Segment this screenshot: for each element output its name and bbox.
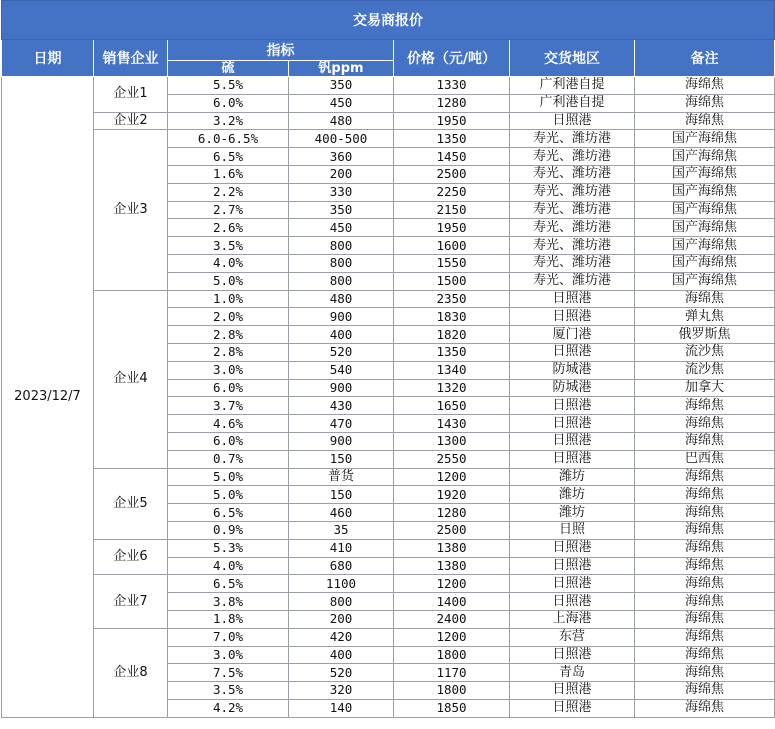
price-cell: 2350 <box>394 290 510 308</box>
vanadium-cell: 320 <box>289 682 394 700</box>
vanadium-cell: 430 <box>289 397 394 415</box>
sulfur-cell: 2.8% <box>168 326 289 344</box>
header-remark: 备注 <box>635 40 775 77</box>
region-cell: 寿光、潍坊港 <box>510 237 635 255</box>
sulfur-cell: 7.0% <box>168 628 289 646</box>
sulfur-cell: 5.0% <box>168 486 289 504</box>
region-cell: 青岛 <box>510 664 635 682</box>
vanadium-cell: 900 <box>289 308 394 326</box>
remark-cell: 海绵焦 <box>635 94 775 112</box>
price-cell: 1330 <box>394 77 510 95</box>
region-cell: 寿光、潍坊港 <box>510 165 635 183</box>
sulfur-cell: 3.5% <box>168 237 289 255</box>
sulfur-cell: 6.5% <box>168 148 289 166</box>
remark-cell: 海绵焦 <box>635 610 775 628</box>
table-row <box>2 628 775 646</box>
region-cell: 日照港 <box>510 557 635 575</box>
table-row <box>2 130 775 148</box>
sulfur-cell: 6.0% <box>168 379 289 397</box>
vanadium-cell: 460 <box>289 504 394 522</box>
remark-cell: 海绵焦 <box>635 628 775 646</box>
vanadium-cell: 450 <box>289 219 394 237</box>
remark-cell: 国产海绵焦 <box>635 219 775 237</box>
vanadium-cell: 350 <box>289 201 394 219</box>
remark-cell: 国产海绵焦 <box>635 130 775 148</box>
price-cell: 1950 <box>394 219 510 237</box>
region-cell: 潍坊 <box>510 504 635 522</box>
company-cell: 企业1 <box>94 77 168 113</box>
sulfur-cell: 1.0% <box>168 290 289 308</box>
region-cell: 日照港 <box>510 575 635 593</box>
sulfur-cell: 1.6% <box>168 165 289 183</box>
header-vanadium: 钒ppm <box>289 61 394 77</box>
region-cell: 寿光、潍坊港 <box>510 201 635 219</box>
region-cell: 上海港 <box>510 610 635 628</box>
remark-cell: 海绵焦 <box>635 77 775 95</box>
price-cell: 1400 <box>394 593 510 611</box>
region-cell: 广利港自提 <box>510 94 635 112</box>
remark-cell: 国产海绵焦 <box>635 165 775 183</box>
remark-cell: 海绵焦 <box>635 646 775 664</box>
vanadium-cell: 480 <box>289 112 394 130</box>
sulfur-cell: 3.2% <box>168 112 289 130</box>
region-cell: 日照 <box>510 521 635 539</box>
company-cell: 企业5 <box>94 468 168 539</box>
region-cell: 日照港 <box>510 450 635 468</box>
remark-cell: 国产海绵焦 <box>635 272 775 290</box>
sulfur-cell: 5.0% <box>168 468 289 486</box>
vanadium-cell: 普货 <box>289 468 394 486</box>
remark-cell: 加拿大 <box>635 379 775 397</box>
vanadium-cell: 35 <box>289 521 394 539</box>
sulfur-cell: 0.7% <box>168 450 289 468</box>
remark-cell: 海绵焦 <box>635 290 775 308</box>
table-row <box>2 468 775 486</box>
region-cell: 防城港 <box>510 361 635 379</box>
company-cell: 企业6 <box>94 539 168 575</box>
company-cell: 企业3 <box>94 130 168 290</box>
price-cell: 1820 <box>394 326 510 344</box>
company-cell: 企业2 <box>94 112 168 130</box>
vanadium-cell: 520 <box>289 664 394 682</box>
region-cell: 寿光、潍坊港 <box>510 183 635 201</box>
price-cell: 1350 <box>394 343 510 361</box>
sulfur-cell: 6.5% <box>168 575 289 593</box>
price-cell: 1300 <box>394 432 510 450</box>
sulfur-cell: 2.7% <box>168 201 289 219</box>
remark-cell: 海绵焦 <box>635 593 775 611</box>
remark-cell: 海绵焦 <box>635 112 775 130</box>
vanadium-cell: 800 <box>289 254 394 272</box>
vanadium-cell: 400 <box>289 326 394 344</box>
company-cell: 企业8 <box>94 628 168 717</box>
region-cell: 寿光、潍坊港 <box>510 130 635 148</box>
sulfur-cell: 4.0% <box>168 557 289 575</box>
region-cell: 寿光、潍坊港 <box>510 219 635 237</box>
region-cell: 潍坊 <box>510 486 635 504</box>
vanadium-cell: 350 <box>289 77 394 95</box>
price-cell: 1800 <box>394 682 510 700</box>
price-cell: 1800 <box>394 646 510 664</box>
region-cell: 日照港 <box>510 699 635 717</box>
company-cell: 企业4 <box>94 290 168 468</box>
remark-cell: 海绵焦 <box>635 415 775 433</box>
sulfur-cell: 2.0% <box>168 308 289 326</box>
remark-cell: 海绵焦 <box>635 486 775 504</box>
remark-cell: 弹丸焦 <box>635 308 775 326</box>
sulfur-cell: 4.0% <box>168 254 289 272</box>
price-cell: 1430 <box>394 415 510 433</box>
remark-cell: 海绵焦 <box>635 664 775 682</box>
sulfur-cell: 2.8% <box>168 343 289 361</box>
remark-cell: 流沙焦 <box>635 343 775 361</box>
table-row <box>2 290 775 308</box>
remark-cell: 巴西焦 <box>635 450 775 468</box>
region-cell: 日照港 <box>510 593 635 611</box>
price-cell: 1200 <box>394 468 510 486</box>
region-cell: 潍坊 <box>510 468 635 486</box>
sulfur-cell: 2.6% <box>168 219 289 237</box>
header-region: 交货地区 <box>510 40 635 77</box>
sulfur-cell: 4.2% <box>168 699 289 717</box>
price-cell: 1340 <box>394 361 510 379</box>
header-sulfur: 硫 <box>168 61 289 77</box>
quote-table <box>1 0 775 718</box>
price-cell: 1320 <box>394 379 510 397</box>
remark-cell: 国产海绵焦 <box>635 201 775 219</box>
vanadium-cell: 400-500 <box>289 130 394 148</box>
remark-cell: 俄罗斯焦 <box>635 326 775 344</box>
region-cell: 广利港自提 <box>510 77 635 95</box>
vanadium-cell: 200 <box>289 165 394 183</box>
vanadium-cell: 680 <box>289 557 394 575</box>
region-cell: 日照港 <box>510 682 635 700</box>
table-row <box>2 539 775 557</box>
price-cell: 1200 <box>394 575 510 593</box>
vanadium-cell: 520 <box>289 343 394 361</box>
vanadium-cell: 330 <box>289 183 394 201</box>
region-cell: 寿光、潍坊港 <box>510 148 635 166</box>
header-price: 价格（元/吨） <box>394 40 510 77</box>
region-cell: 日照港 <box>510 646 635 664</box>
remark-cell: 国产海绵焦 <box>635 148 775 166</box>
sulfur-cell: 6.0-6.5% <box>168 130 289 148</box>
region-cell: 寿光、潍坊港 <box>510 254 635 272</box>
remark-cell: 国产海绵焦 <box>635 237 775 255</box>
price-cell: 1280 <box>394 504 510 522</box>
region-cell: 日照港 <box>510 432 635 450</box>
remark-cell: 海绵焦 <box>635 504 775 522</box>
sulfur-cell: 3.5% <box>168 682 289 700</box>
price-cell: 1380 <box>394 557 510 575</box>
remark-cell: 海绵焦 <box>635 397 775 415</box>
sulfur-cell: 3.8% <box>168 593 289 611</box>
region-cell: 防城港 <box>510 379 635 397</box>
header-company: 销售企业 <box>94 40 168 77</box>
vanadium-cell: 540 <box>289 361 394 379</box>
vanadium-cell: 450 <box>289 94 394 112</box>
sulfur-cell: 3.0% <box>168 646 289 664</box>
table-row <box>2 112 775 130</box>
remark-cell: 海绵焦 <box>635 468 775 486</box>
sulfur-cell: 5.5% <box>168 77 289 95</box>
remark-cell: 海绵焦 <box>635 521 775 539</box>
region-cell: 东营 <box>510 628 635 646</box>
table-row <box>2 575 775 593</box>
remark-cell: 流沙焦 <box>635 361 775 379</box>
vanadium-cell: 360 <box>289 148 394 166</box>
vanadium-cell: 1100 <box>289 575 394 593</box>
sulfur-cell: 7.5% <box>168 664 289 682</box>
price-cell: 2400 <box>394 610 510 628</box>
vanadium-cell: 410 <box>289 539 394 557</box>
vanadium-cell: 900 <box>289 379 394 397</box>
sulfur-cell: 5.0% <box>168 272 289 290</box>
sulfur-cell: 1.8% <box>168 610 289 628</box>
remark-cell: 国产海绵焦 <box>635 183 775 201</box>
price-cell: 1170 <box>394 664 510 682</box>
remark-cell: 海绵焦 <box>635 575 775 593</box>
price-cell: 1850 <box>394 699 510 717</box>
remark-cell: 海绵焦 <box>635 699 775 717</box>
sulfur-cell: 6.5% <box>168 504 289 522</box>
sulfur-cell: 6.0% <box>168 94 289 112</box>
company-cell: 企业7 <box>94 575 168 628</box>
price-cell: 2250 <box>394 183 510 201</box>
sulfur-cell: 3.0% <box>168 361 289 379</box>
sulfur-cell: 3.7% <box>168 397 289 415</box>
vanadium-cell: 150 <box>289 486 394 504</box>
remark-cell: 海绵焦 <box>635 539 775 557</box>
price-cell: 2550 <box>394 450 510 468</box>
vanadium-cell: 800 <box>289 593 394 611</box>
price-cell: 1280 <box>394 94 510 112</box>
price-cell: 1650 <box>394 397 510 415</box>
region-cell: 日照港 <box>510 112 635 130</box>
remark-cell: 国产海绵焦 <box>635 254 775 272</box>
price-cell: 2500 <box>394 165 510 183</box>
table-row <box>2 77 775 95</box>
sulfur-cell: 5.3% <box>168 539 289 557</box>
date-cell: 2023/12/7 <box>2 77 94 718</box>
table-body <box>2 77 775 718</box>
price-cell: 1600 <box>394 237 510 255</box>
vanadium-cell: 900 <box>289 432 394 450</box>
vanadium-cell: 200 <box>289 610 394 628</box>
price-cell: 1920 <box>394 486 510 504</box>
region-cell: 日照港 <box>510 539 635 557</box>
vanadium-cell: 420 <box>289 628 394 646</box>
remark-cell: 海绵焦 <box>635 682 775 700</box>
sulfur-cell: 6.0% <box>168 432 289 450</box>
sulfur-cell: 0.9% <box>168 521 289 539</box>
region-cell: 日照港 <box>510 415 635 433</box>
vanadium-cell: 140 <box>289 699 394 717</box>
vanadium-cell: 150 <box>289 450 394 468</box>
vanadium-cell: 470 <box>289 415 394 433</box>
region-cell: 寿光、潍坊港 <box>510 272 635 290</box>
region-cell: 日照港 <box>510 290 635 308</box>
price-cell: 1950 <box>394 112 510 130</box>
price-cell: 1200 <box>394 628 510 646</box>
sulfur-cell: 4.6% <box>168 415 289 433</box>
region-cell: 日照港 <box>510 343 635 361</box>
vanadium-cell: 800 <box>289 237 394 255</box>
header-date: 日期 <box>2 40 94 77</box>
price-cell: 1550 <box>394 254 510 272</box>
region-cell: 日照港 <box>510 308 635 326</box>
vanadium-cell: 480 <box>289 290 394 308</box>
region-cell: 日照港 <box>510 397 635 415</box>
price-cell: 1380 <box>394 539 510 557</box>
price-cell: 2500 <box>394 521 510 539</box>
remark-cell: 海绵焦 <box>635 432 775 450</box>
price-cell: 1450 <box>394 148 510 166</box>
price-cell: 1500 <box>394 272 510 290</box>
price-cell: 2150 <box>394 201 510 219</box>
vanadium-cell: 800 <box>289 272 394 290</box>
price-cell: 1830 <box>394 308 510 326</box>
price-cell: 1350 <box>394 130 510 148</box>
table-title: 交易商报价 <box>2 1 775 40</box>
header-indicator: 指标 <box>168 40 394 61</box>
region-cell: 厦门港 <box>510 326 635 344</box>
vanadium-cell: 400 <box>289 646 394 664</box>
remark-cell: 海绵焦 <box>635 557 775 575</box>
sulfur-cell: 2.2% <box>168 183 289 201</box>
